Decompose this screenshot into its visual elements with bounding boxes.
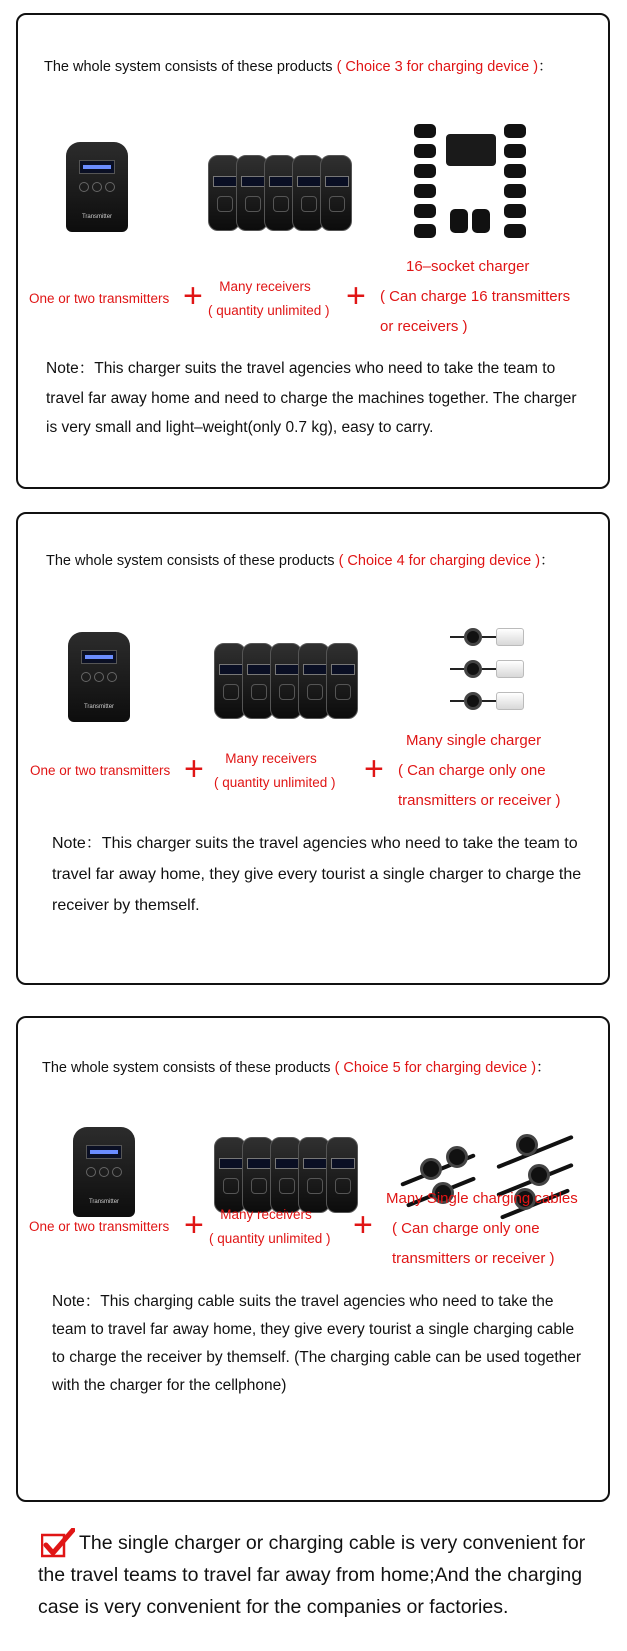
socket-charger-image [410,109,530,249]
receivers-image [214,1137,358,1213]
note-text: Note：This charger suits the travel agencies who need to take the team to travel far away home, they give every tourist a single charger to charge the receiver by themself. [52,835,582,914]
plus-sign: + [184,1206,204,1244]
panel-header: The whole system consists of these products ( Choice 5 for charging device )： [42,1060,551,1076]
panel-choice-4 [16,512,610,985]
transmitter-label: One or two transmitters [30,763,171,778]
receivers-label: Many receivers ( quantity unlimited ) [208,279,330,318]
charger-label: 16–socket charger ( Can charge 16 transmitters or receivers ) [380,258,571,335]
note-text: Note：This charger suits the travel agencies who need to take the team to travel far away home and need to charge the machines together. The charger is very small and light–weight(only 0.7 kg), easy to carry. [46,360,577,436]
receivers-image [214,643,358,719]
transmitter-image: Transmitter [73,1127,135,1217]
choice-label: ( Choice 5 for charging device ) [334,1060,537,1076]
transmitter-image: Transmitter [66,142,128,232]
transmitter-image: Transmitter [68,632,130,722]
plus-sign: + [346,277,366,315]
panel-choice-5 [16,1016,610,1502]
panel-header: The whole system consists of these products ( Choice 3 for charging device )： [44,59,553,75]
plus-sign: + [353,1206,373,1244]
note-text: Note：This charging cable suits the travel agencies who need to take the team to travel far away home, they give every tourist a single charging cable to charge the receiver by themself. (The charging cable can be used together with the charger for the cellphone) [52,1293,582,1394]
plus-sign: + [364,750,384,788]
receivers-image [208,155,352,231]
plus-sign: + [184,750,204,788]
charger-label: Many single charger ( Can charge only one transmitters or receiver ) [398,732,561,809]
single-chargers-image [450,628,560,718]
receivers-label: Many receivers ( quantity unlimited ) [214,751,336,790]
footer-text: The single charger or charging cable is very convenient for the travel teams to travel far away from home;And the charging case is very convenient for the companies or factories. [38,1532,586,1618]
choice-label: ( Choice 3 for charging device ) [336,59,539,75]
charger-label: Many Single charging cables ( Can charge only one transmitters or receiver ) [386,1190,578,1267]
plus-sign: + [183,277,203,315]
receivers-label: Many receivers ( quantity unlimited ) [209,1207,331,1246]
transmitter-label: One or two transmitters [29,291,170,306]
choice-label: ( Choice 4 for charging device ) [338,553,541,569]
panel-header: The whole system consists of these products ( Choice 4 for charging device )： [46,553,555,569]
transmitter-label: One or two transmitters [29,1219,170,1234]
panel-choice-3 [16,13,610,489]
